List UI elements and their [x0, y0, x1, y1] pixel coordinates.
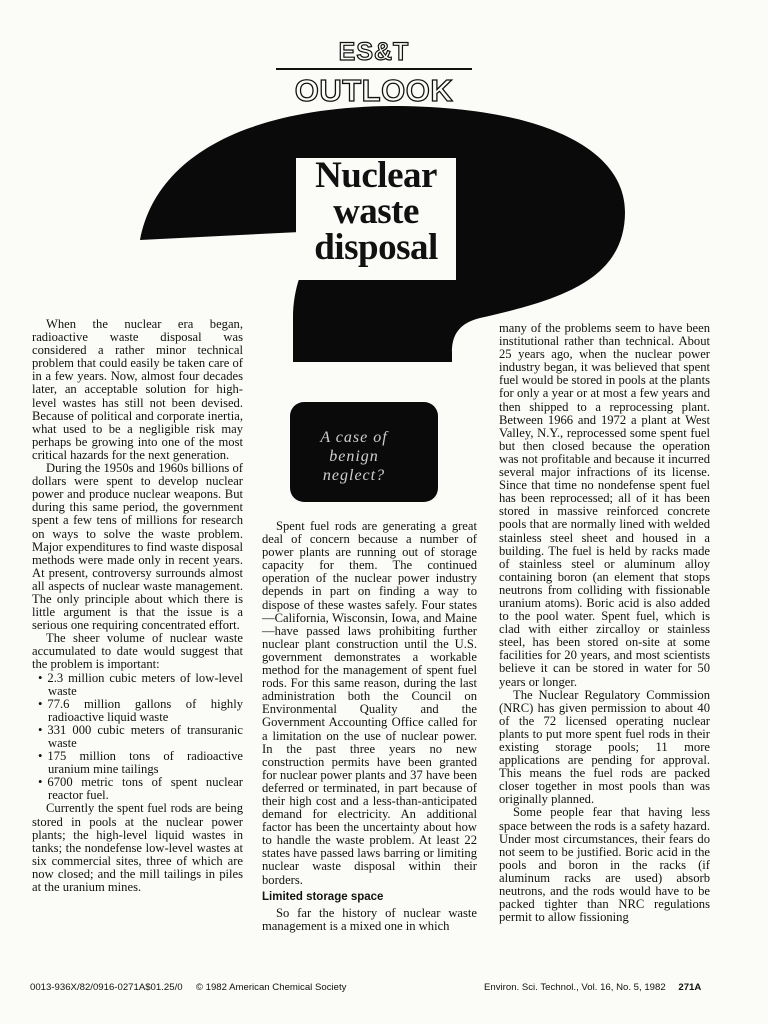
text-column-2: [262, 520, 477, 933]
paragraph: So far the history of nuclear waste management is a mixed one in which: [262, 905, 477, 933]
masthead: [276, 38, 472, 108]
paragraph: Currently the spent fuel rods are being stored in pools at the nuclear power plants; the high-level liquid wastes in tanks; the nondefense low-level wastes at six commercial sites, three of which are now closed; and the mill tailings in piles at the uranium mines.: [32, 801, 243, 895]
footer-code: 0013-936X/82/0916-0271A$01.25/0: [30, 982, 183, 993]
paragraph: When the nuclear era began, radioactive waste disposal was considered a rather minor technical problem that could easily be taken care of in a few years. Now, almost four decades later, an acceptable solution for high-level wastes has still not been devised. Because of political and corporate inertia, what used to be a negligible risk may perhaps be growing into one of the most critical hazards for the next generation.: [32, 317, 243, 462]
paragraph: Spent fuel rods are generating a great deal of concern because a number of power plants are running out of storage capacity for them. The continued operation of the nuclear power industry depends in part on finding a way to dispose of these wastes safely. Four states—California, Wisconsin, Iowa, and Maine—have passed laws prohibiting further nuclear plant construction until the U.S. government demonstrates a workable method for the management of spent fuel rods. For this same reason, during the last administration both the Council on Environmental Quality and the Government Accounting Office called for a limitation on the use of nuclear power. In the past three years no new construction permits have been granted for nuclear power plants and 37 have been deferred or terminated, in part because of their high cost and a less-than-anticipated demand for electricity. An additional factor has been the uncertainty about how to handle the waste problem. At least 22 states have passed laws barring or limiting nuclear waste disposal within their borders.: [262, 519, 477, 887]
masthead-rule: [276, 68, 472, 70]
footer-left: [30, 982, 346, 993]
footer-copyright: © 1982 American Chemical Society: [195, 982, 347, 993]
masthead-est: ES&T: [338, 38, 410, 66]
text-column-1: [32, 318, 243, 894]
footer-journal: Environ. Sci. Technol., Vol. 16, No. 5, 1982: [484, 982, 666, 993]
title-line-1: Nuclear: [315, 155, 437, 196]
bullet-item: • 2.3 million cubic meters of low-level waste: [32, 672, 243, 698]
masthead-outlook: OUTLOOK: [294, 73, 454, 108]
footer-right: [484, 982, 701, 993]
text-column-3: [499, 322, 710, 924]
paragraph: The Nuclear Regulatory Commission (NRC) has given permission to about 40 of the 72 licensed operating nuclear plants to put more spent fuel rods in their existing storage pools; 11 more applications are pending for approval. This means the fuel rods are packed closer together in most pools than was originally planned.: [499, 687, 710, 807]
bullet-item: • 77.6 million gallons of highly radioactive liquid waste: [32, 698, 243, 724]
title-line-2: waste: [333, 191, 419, 232]
section-heading: Limited storage space: [262, 890, 384, 903]
paragraph: During the 1950s and 1960s billions of dollars were spent to develop nuclear power and produce nuclear weapons. But during this same period, the government spent a few tens of millions for research on ways to solve the waste problem. Major expenditures to find waste disposal methods were made only in recent years. At present, controversy surrounds almost all aspects of nuclear waste management. The only principle about which there is little argument is that the issue is a serious one requiring concentrated effort.: [32, 461, 243, 633]
paragraph: Some people fear that having less space between the rods is a safety hazard. Under most circumstances, their fears do not seem to be justified. Boric acid in the pools and boron in the racks (if aluminum racks are used) absorb neutrons, and the rods would have to be packed tighter than NRC regulations permit to allow fissioning: [499, 805, 710, 925]
bullet-item: • 175 million tons of radioactive uranium mine tailings: [32, 750, 243, 776]
article-subtitle: A case of benign neglect?: [320, 429, 388, 484]
title-line-3: disposal: [314, 227, 438, 268]
bullet-item: • 6700 metric tons of spent nuclear reactor fuel.: [32, 776, 243, 802]
paragraph: The sheer volume of nuclear waste accumulated to date would suggest that the problem is important:: [32, 631, 243, 672]
bullet-item: • 331 000 cubic meters of transuranic waste: [32, 724, 243, 750]
paragraph: many of the problems seem to have been institutional rather than technical. About 25 years ago, when the nuclear power industry began, it was believed that spent fuel would be stored in pools at the plants for only a year or at most a few years and then shipped to a reprocessing plant. Between 1966 and 1972 a plant at West Valley, N.Y., reprocessed some spent fuel but then closed because the operation was not profitable and because it incurred several major infractions of its license. Since that time no nondefense spent fuel has been reprocessed; all of it has been stored in massive reinforced concrete pools that are normally lined with welded stainless steel sheet and housed in a building. The fuel is held by racks made of stainless steel or aluminum alloy containing boron (an element that stops neutrons from colliding with fissionable uranium atoms). Boric acid is also added to the pool water. Spent fuel, which is clad with either zircalloy or stainless steel, has been stored on-site at some facilities for 20 years, and most scientists believe it can be stored in water for 50 years or longer.: [499, 321, 710, 689]
page-number: 271A: [678, 982, 702, 993]
article-title: [296, 155, 456, 280]
